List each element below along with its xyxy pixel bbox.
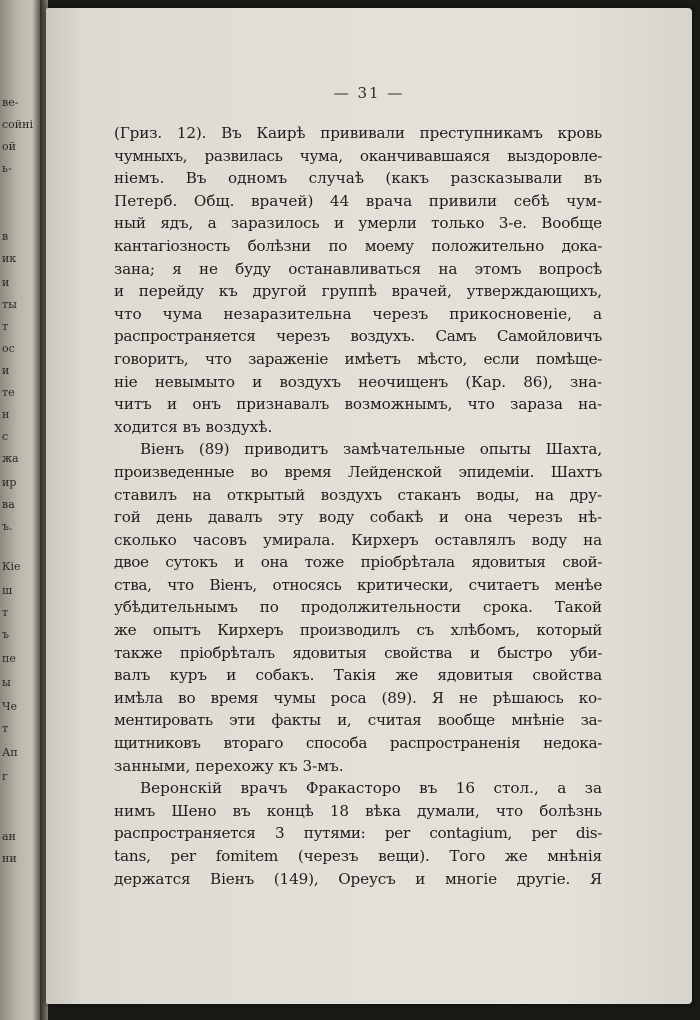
- left-page-text-fragment: т: [2, 320, 9, 333]
- left-page-text-fragment: ъ: [2, 628, 9, 641]
- left-page-text-fragment: т: [2, 606, 9, 619]
- left-page-text-fragment: и: [2, 276, 10, 289]
- left-page-text-fragment: ой: [2, 140, 16, 153]
- left-page-text-fragment: ва: [2, 498, 15, 511]
- text-line: же опытъ Кирхеръ производилъ съ хлѣбомъ, который: [114, 621, 602, 640]
- left-page-text-fragment: ни: [2, 852, 17, 865]
- left-page-text-fragment: ан: [2, 830, 16, 843]
- left-page-text-fragment: Ап: [2, 746, 18, 759]
- left-page-text-fragment: и: [2, 364, 10, 377]
- text-line: убѣдительнымъ по продолжительности срока. Такой: [114, 598, 602, 617]
- text-line: Веронскій врачъ Фракасторо въ 16 стол., а за: [140, 779, 602, 798]
- page-number: — 31 —: [333, 84, 405, 102]
- text-line: ный ядъ, а заразилось и умерли только 3-е. Вообще: [114, 214, 602, 233]
- left-page-text-fragment: жа: [2, 452, 19, 465]
- text-line: нимъ Шено въ концѣ 18 вѣка думали, что болѣзнь: [114, 801, 602, 820]
- book-page: [46, 8, 692, 1004]
- text-line: также пріобрѣталъ ядовитыя свойства и быстро уби-: [114, 643, 602, 662]
- text-line: ства, что Віенъ, относясь критически, считаетъ менѣе: [114, 575, 602, 594]
- left-page-text-fragment: ос: [2, 342, 15, 355]
- text-line: гой день давалъ эту воду собакѣ и она черезъ нѣ-: [114, 508, 602, 527]
- left-page-text-fragment: пе: [2, 652, 16, 665]
- left-page-text-fragment: ь-: [2, 162, 12, 175]
- text-line: ставилъ на открытый воздухъ стаканъ воды, на дру-: [114, 485, 602, 504]
- text-line: ніе невымыто и воздухъ неочищенъ (Кар. 86), зна-: [114, 372, 602, 391]
- text-line: Петерб. Общ. врачей) 44 врача привили себѣ чум-: [114, 191, 602, 210]
- text-line: двое сутокъ и она тоже пріобрѣтала ядовитыя свой-: [114, 553, 602, 572]
- left-page-text-fragment: т: [2, 722, 9, 735]
- text-line: зана; я не буду останавливаться на этомъ вопросѣ: [114, 259, 602, 278]
- left-page-text-fragment: г: [2, 770, 8, 783]
- left-page-text-fragment: ш: [2, 584, 13, 597]
- left-page-text-fragment: ир: [2, 476, 17, 489]
- text-line: и перейду къ другой группѣ врачей, утверждающихъ,: [114, 282, 602, 301]
- text-line: занными, перехожу къ 3-мъ.: [114, 756, 344, 775]
- left-page-text-fragment: сойні: [2, 118, 33, 131]
- left-page-text-fragment: с: [2, 430, 9, 443]
- left-page-text-fragment: Че: [2, 700, 18, 713]
- text-line: ніемъ. Въ одномъ случаѣ (какъ разсказывали въ: [114, 169, 602, 188]
- text-line: имѣла во время чумы роса (89). Я не рѣшаюсь ко-: [114, 688, 602, 707]
- left-page-text-fragment: ве-: [2, 96, 19, 109]
- left-page-text-fragment: н: [2, 408, 10, 421]
- left-page-text-fragment: ик: [2, 252, 17, 265]
- text-line: читъ и онъ признавалъ возможнымъ, что зараза на-: [114, 395, 602, 414]
- text-line: (Гриз. 12). Въ Каирѣ прививали преступникамъ кровь: [114, 124, 602, 142]
- text-line: распространяется черезъ воздухъ. Самъ Самойловичъ: [114, 327, 602, 346]
- text-line: tans, per fomitem (черезъ вещи). Того же мнѣнія: [114, 847, 602, 865]
- adjacent-left-page: [0, 0, 40, 1020]
- text-line: кантагіозность болѣзни по моему положительно дока-: [114, 236, 602, 255]
- text-line: произведенные во время Лейденской эпидеміи. Шахтъ: [114, 462, 602, 481]
- text-line: держатся Віенъ (149), Ореусъ и многіе другіе. Я: [114, 869, 602, 888]
- left-page-text-fragment: ы: [2, 676, 11, 689]
- text-line: говоритъ, что зараженіе имѣетъ мѣсто, если помѣще-: [114, 349, 602, 368]
- text-line: ходится въ воздухѣ.: [114, 417, 273, 436]
- text-line: щитниковъ втораго способа распространенія недока-: [114, 734, 602, 753]
- left-page-text-fragment: ъ.: [2, 520, 13, 533]
- text-line: ментировать эти факты и, считая вообще мнѣніе за-: [114, 711, 602, 730]
- text-line: что чума незаразительна черезъ прикосновеніе, а: [114, 304, 602, 323]
- left-page-text-fragment: Кіе: [2, 560, 21, 573]
- body-text: [114, 122, 602, 890]
- left-page-text-fragment: те: [2, 386, 15, 399]
- text-line: валъ куръ и собакъ. Такія же ядовитыя свойства: [114, 666, 602, 685]
- left-page-text-fragment: в: [2, 230, 9, 243]
- left-page-text-fragment: ты: [2, 298, 17, 311]
- text-line: чумныхъ, развилась чума, оканчивавшаяся выздоровле-: [114, 146, 602, 165]
- text-line: Віенъ (89) приводитъ замѣчательные опыты Шахта,: [140, 440, 602, 459]
- text-line: сколько часовъ умирала. Кирхеръ оставлялъ воду на: [114, 530, 602, 549]
- text-line: распространяется 3 путями: per contagium, per dis-: [114, 824, 602, 843]
